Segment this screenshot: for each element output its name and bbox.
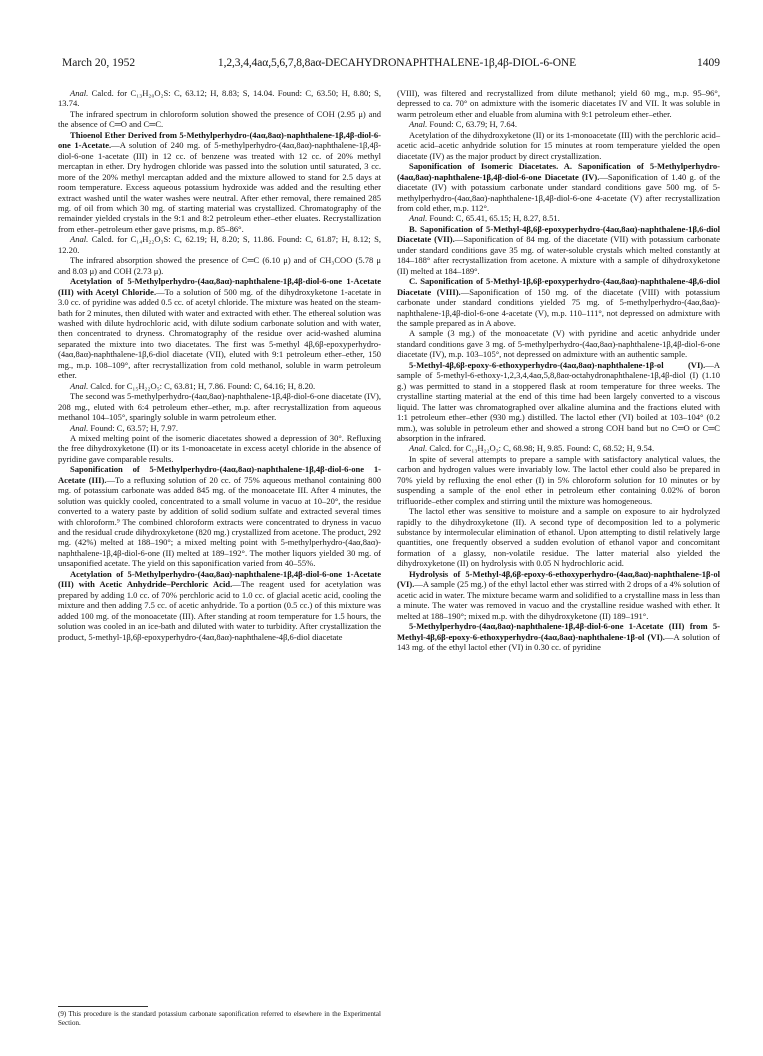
section-heading: Hydrolysis of 5-Methyl-4β,6β-epoxy-6-ethoxyperhydro-(4aα,8aα)-naphthalene-1β-ol (VI). bbox=[397, 568, 720, 590]
body-paragraph: (VIII), was filtered and recrystallized from dilute methanol; yield 60 mg., m.p. 95–96°, depressed to ca. 70° on admixture with the isomeric diacetates IV and VII. It was soluble in warm petroleum ether and eluable from alumina with 9:1 petroleum ether–ether. bbox=[397, 88, 720, 119]
header-title: 1,2,3,4,4aα,5,6,7,8,8aα-DECAHYDRONAPHTHALENE-1β,4β-DIOL-6-ONE bbox=[217, 57, 577, 69]
running-header bbox=[62, 57, 720, 73]
analysis-paragraph bbox=[397, 119, 720, 129]
section-paragraph bbox=[397, 360, 720, 444]
analysis-label: Anal. bbox=[409, 443, 428, 454]
analysis-paragraph bbox=[58, 88, 381, 109]
section-text: —A solution of 143 mg. of the ethyl lactol ether (VI) in 0.30 cc. of pyridine bbox=[397, 631, 720, 653]
section-paragraph bbox=[397, 224, 720, 276]
section-text: —To a solution of 500 mg. of the dihydroxyketone 1-acetate in 3.0 cc. of pyridine was added 0.5 cc. of acetyl chloride. The mixture was heated on the steam-bath for 2 minutes, then diluted with water and extracted with ether. The ethereal solution was washed with dilute hydrochloric acid, with dilute sodium carbonate solution and with water, then concentrated to dryness. Chromatography of the residue over acid-washed alumina separated the mixture into two diacetates. The first was 5-methyl 4β,6β-epoxyperhydro-(4aα,8aα)-naphthalene-1β,6-diol diacetate (VII), eluted with 9:1 petroleum ether–ether, 150 mg., m.p. 108–109°, after recrystallization from cold methanol, soluble in warm petroleum ether. bbox=[58, 286, 381, 381]
section-text: —A sample of 5-methyl-6-ethoxy-1,2,3,4,4aα,5,8,8aα-octahydronaphthalene-1β,4β-diol (I) (1.10 g.) was permitted to stand in a stoppered flask at room temperature for three weeks. The crystalline starting material at the end of this time had been largely converted to a viscous liquid. The latter was chromatographed over alkaline alumina and the fractions eluted with 1:1 petroleum ether–ether (930 mg.) distilled. The lactol ether (VI) boiled at 103–104° (0.2 mm.), was soluble in petroleum ether and showed a strong COH band but no C═O or C═C absorption in the infrared. bbox=[397, 359, 720, 443]
body-paragraph: In spite of several attempts to prepare a sample with satisfactory analytical values, the carbon and hydrogen values were invariably low. The lactol ether could also be prepared in 70% yield by refluxing the enol ether (I) in 5% chloroform solution for 10 minutes or by suspending a sample of the enol ether in petroleum ether containing 0.02% of boron trifluoride–ether complex and stirring until the mixture was homogeneous. bbox=[397, 453, 720, 506]
analysis-text: Found: C, 63.57; H, 7.97. bbox=[88, 422, 179, 433]
analysis-text: Found: C, 65.41, 65.15; H, 8.27, 8.51. bbox=[427, 213, 560, 224]
section-text: —Saponification of 1.40 g. of the diacetate (IV) with potassium carbonate under standard conditions gave 500 mg. of 5-methylperhydro-(4aα,8aα)-naphthalene-1β,4β-diol-6-one 4-acetate (V) after recrystallization from cold ether, m.p. 112°. bbox=[397, 171, 720, 213]
analysis-text: Calcd. for C₁₅H₂₂O₅: C, 63.81; H, 7.86. Found: C, 64.16; H, 8.20. bbox=[88, 380, 316, 391]
left-column bbox=[58, 88, 381, 642]
section-heading: C. Saponification of 5-Methyl-1β,6β-epoxyperhydro-(4aα,8aα)-naphthalene-4β,6-diol Diacetate (VIII). bbox=[397, 276, 720, 297]
analysis-label: Anal. bbox=[70, 88, 89, 98]
analysis-label: Anal. bbox=[409, 119, 428, 130]
section-heading: 5-Methylperhydro-(4aα,8aα)-naphthalene-1β,4β-diol-6-one 1-Acetate (III) from 5-Methyl-4β,6β-epoxy-6-ethoxyperhydro-(4aα,8aα)-naphthalene-1β-ol (VI). bbox=[397, 621, 720, 642]
section-paragraph bbox=[58, 130, 381, 235]
analysis-label: Anal. bbox=[70, 422, 89, 433]
section-text: —To a refluxing solution of 20 cc. of 75% aqueous methanol containing 800 mg. of potassium carbonate was added 845 mg. of the monoacetate III. After 4 minutes, the solution was quickly cooled, concentrated to a small volume in vacuo at 10–20°, the residue converted to a watery paste by addition of solid sodium sulfate and extracted several times with chloroform.⁹ The combined chloroform extracts were concentrated to dryness in vacuo and the residual crude dihydroxyketone (820 mg.) crystallized from acetone. The product, 292 mg. (42%) melted at 188–190°; a mixed melting point with 5-methylperhydro-(4aα,8aα)-naphthalene-1β,4β-diol-6-one (II) melted at 189–192°. The mother liquors yielded 30 mg. of unsaponified acetate. The yield on this saponification varied from 40–55%. bbox=[58, 474, 382, 569]
section-text: —Saponification of 150 mg. of the diacetate (VIII) with potassium carbonate under standard conditions yielded 75 mg. of 5-methylperhydro-(4aα,8aα)-naphthalene-1β,4β-diol-6-one 4-acetate (V), m.p. 110–111°, not depressed on admixture with the sample prepared as in A above. bbox=[397, 286, 720, 328]
section-heading: Acetylation of 5-Methylperhydro-(4aα,8aα)-naphthalene-1β,4β-diol-6-one 1-Acetate (III) with Acetic Anhydride–Perchloric Acid. bbox=[58, 568, 381, 590]
footnote: (9) This procedure is the standard potassium carbonate saponification referred to elsewhere in the Experimental Section. bbox=[58, 1010, 381, 1027]
section-paragraph bbox=[58, 464, 381, 569]
section-paragraph bbox=[397, 161, 720, 213]
analysis-text: Found: C, 63.79; H, 7.64. bbox=[427, 119, 518, 130]
section-text: —The reagent used for acetylation was prepared by adding 1.0 cc. of 70% perchloric acid to 1.0 cc. of glacial acetic acid, cooling the mixture and then adding 7.5 cc. of acetic anhydride. To a portion (0.5 cc.) of this mixture was added 100 mg. of the monoacetate (III). After standing at room temperature for 1.5 hours, the solution was cooled in an ice-bath and diluted with water to turbidity. After crystallization the product, 5-methyl-1β,6β-epoxyperhydro-(4aα,8aα)-naphthalene-4β,6-diol diacetate bbox=[58, 579, 381, 642]
section-heading: 5-Methyl-4β,6β-epoxy-6-ethoxyperhydro-(4aα,8aα)-naphthalene-1β-ol (VI). bbox=[409, 359, 706, 370]
analysis-text: Calcd. for C₁₄H₂₂O₃S: C, 62.19; H, 8.20; S, 11.86. Found: C, 61.87; H, 8.12; S, 12.20. bbox=[58, 234, 381, 255]
analysis-paragraph bbox=[397, 213, 720, 223]
analysis-label: Anal. bbox=[70, 380, 89, 391]
analysis-paragraph bbox=[58, 234, 381, 255]
section-paragraph bbox=[397, 569, 720, 621]
analysis-paragraph bbox=[58, 381, 381, 391]
analysis-paragraph bbox=[397, 443, 720, 453]
section-text: —A sample (25 mg.) of the ethyl lactol ether was stirred with 2 drops of a 4% solution of acetic acid in water. The mixture became warm and solidified to a crystalline mass in less than a minute. The water was removed in vacuo and the crystalline residue washed with ether. It melted at 188–190°; mixed m.p. with the dihydroxyketone (II) 189–191°. bbox=[397, 579, 720, 621]
body-paragraph: A mixed melting point of the isomeric diacetates showed a depression of 30°. Refluxing the free dihydroxyketone (II) or its 1-monoacetate in excess acetyl chloride in the absence of pyridine gave comparable results. bbox=[58, 432, 381, 464]
body-paragraph: The infrared spectrum in chloroform solution showed the presence of COH (2.95 μ) and the absence of C═O and C═C. bbox=[58, 108, 381, 130]
section-paragraph bbox=[397, 276, 720, 328]
section-text: —A solution of 240 mg. of 5-methylperhydro-(4aα,8aα)-naphthalene-1β,4β-diol-6-one 1-acetate (III) in 12 cc. of benzene was treated with 12 cc. of 20% methyl mercaptan in ether. Dry hydrogen chloride was passed into the solution until saturated, 3 cc. more of the 20% methyl mercaptan added and the mixture allowed to stand for 2.5 days at room temperature. Excess aqueous potassium hydroxide was added and the resulting ether extract washed until the water washes were neutral. After ether removal, there remained 285 mg. of oil from which 30 mg. of starting material was crystallized. Chromatography of the remainder yielded crystals in the 9:1 and 8:2 petroleum ether–ether eluates. Recrystallization from ether–petroleum ether gave prisms, m.p. 85–86°. bbox=[58, 140, 381, 234]
page-number: 1409 bbox=[697, 57, 720, 69]
body-paragraph: The lactol ether was sensitive to moisture and a sample on exposure to air hydrolyzed rapidly to the dihydroxyketone (II). A second type of decomposition led to a polymeric substance by intermolecular elimination of ethanol. Upon attempting to distil relatively large quantities, one frequently observed a sudden evolution of ethanol vapor and concomitant formation of a glassy, non-volatile residue. The latter material also yielded the dihydroxyketone (II) on hydrolysis with 0.05 N hydrochloric acid. bbox=[397, 506, 720, 569]
header-date: March 20, 1952 bbox=[62, 57, 136, 69]
analysis-label: Anal. bbox=[70, 234, 89, 245]
analysis-paragraph bbox=[58, 423, 381, 433]
footnote-rule bbox=[58, 1006, 148, 1007]
section-heading: Thioenol Ether Derived from 5-Methylperhydro-(4aα,8aα)-naphthalene-1β,4β-diol-6-one 1-Acetate. bbox=[58, 129, 381, 151]
section-text: —Saponification of 84 mg. of the diacetate (VII) with potassium carbonate under standard conditions gave 35 mg. of water-soluble crystals which melted constantly at 184–188° after recrystallization from acetone. A mixture with a sample of dihydroxyketone (II) melted at 184–189°. bbox=[397, 234, 720, 276]
section-paragraph bbox=[58, 276, 381, 381]
body-paragraph: The second was 5-methylperhydro-(4aα,8aα)-naphthalene-1β,4β-diol-6-one diacetate (IV), 208 mg., eluted with 6:4 petroleum ether–ether, m.p. after recrystallization from aqueous methanol 104–105°, sparingly soluble in warm petroleum ether. bbox=[58, 391, 381, 423]
section-heading: Saponification of Isomeric Diacetates. A. Saponification of 5-Methylperhydro-(4aα,8aα)-naphthalene-1β,4β-diol-6-one Diacetate (IV). bbox=[397, 161, 720, 182]
analysis-text: Calcd. for C₁₃H₂₀O₂S: C, 63.12; H, 8.83; S, 14.04. Found: C, 63.50; H, 8.80; S, 13.74. bbox=[58, 88, 381, 109]
section-heading: Saponification of 5-Methylperhydro-(4aα,8aα)-naphthalene-1β,4β-diol-6-one 1-Acetate (III). bbox=[58, 464, 381, 485]
analysis-label: Anal. bbox=[409, 213, 428, 224]
body-paragraph: A sample (3 mg.) of the monoacetate (V) with pyridine and acetic anhydride under standard conditions gave 3 mg. of 5-methylperhydro-(4aα,8aα)-naphthalene-1β,4β-diol-6-one diacetate (IV), m.p. 103–105°, not depressed on admixture with an authentic sample. bbox=[397, 328, 720, 360]
section-heading: Acetylation of 5-Methylperhydro-(4aα,8aα)-naphthalene-1β,4β-diol-6-one 1-Acetate (III) with Acetyl Chloride. bbox=[58, 276, 381, 297]
section-heading: B. Saponification of 5-Methyl-4β,6β-epoxyperhydro-(4aα,8aα)-naphthalene-1β,6-diol Diacetate (VII). bbox=[397, 223, 720, 245]
right-column bbox=[397, 88, 720, 652]
analysis-text: Calcd. for C₁₃H₂₂O₃: C, 68.98; H, 9.85. Found: C, 68.52; H, 9.54. bbox=[427, 443, 655, 454]
section-paragraph bbox=[397, 621, 720, 652]
body-paragraph: The infrared absorption showed the presence of C═C (6.10 μ) and of CH₃COO (5.78 μ and 8.03 μ) and COH (2.73 μ). bbox=[58, 255, 381, 276]
section-paragraph bbox=[58, 569, 381, 642]
body-paragraph: Acetylation of the dihydroxyketone (II) or its 1-monoacetate (III) with the perchloric acid–acetic acid–acetic anhydride solution for 15 minutes at room temperature yielded the open diacetate (IV) as the major product by direct crystallization. bbox=[397, 129, 720, 161]
